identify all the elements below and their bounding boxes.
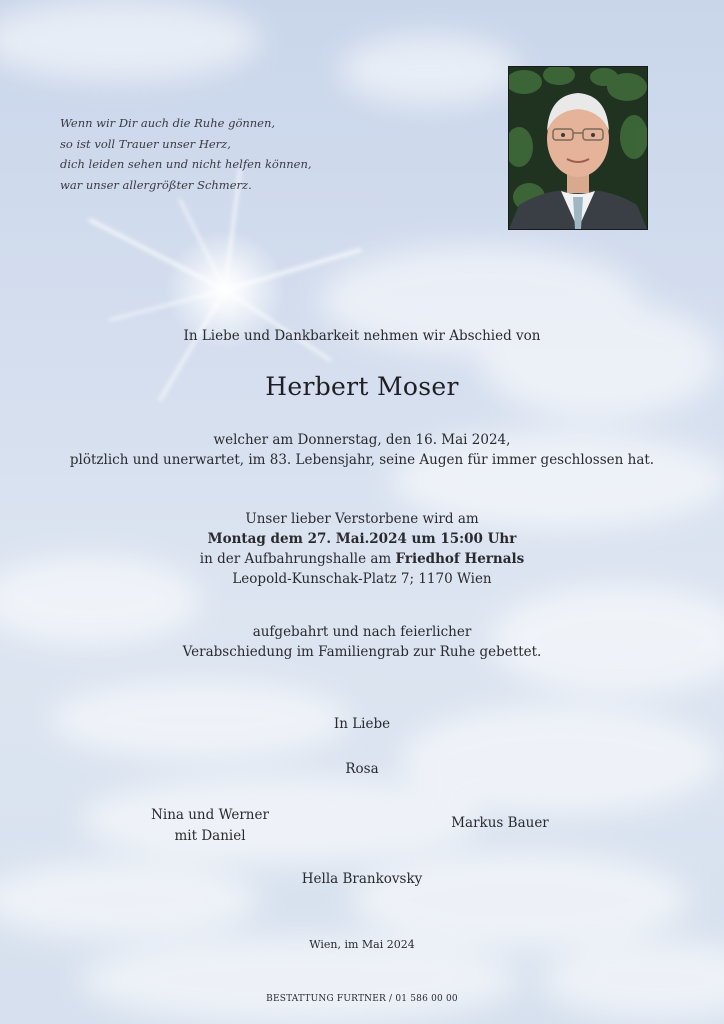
mourner-name: mit Daniel <box>174 828 246 844</box>
farewell-intro: In Liebe und Dankbarkeit nehmen wir Abschied von <box>183 328 541 344</box>
mourner-name: Hella Brankovsky <box>301 871 423 887</box>
funeral-home-footer: BESTATTUNG FURTNER / 01 586 00 00 <box>266 994 458 1004</box>
poem-line: Wenn wir Dir auch die Ruhe gönnen, <box>60 116 276 130</box>
funeral-hall-text: in der Aufbahrungshalle am <box>199 551 396 567</box>
mourners-intro: In Liebe <box>333 716 391 732</box>
burial-line: aufgebahrt und nach feierlicher <box>252 624 472 640</box>
cemetery-name: Friedhof Hernals <box>395 551 525 567</box>
funeral-date-time: Montag dem 27. Mai.2024 um 15:00 Uhr <box>207 531 517 547</box>
deceased-name: Herbert Moser <box>265 372 459 401</box>
mourner-group <box>130 805 290 847</box>
mourner-name: Markus Bauer <box>451 815 549 831</box>
burial-line: Verabschiedung im Familiengrab zur Ruhe gebettet. <box>182 644 542 660</box>
funeral-address: Leopold-Kunschak-Platz 7; 1170 Wien <box>232 571 492 587</box>
poem-line: dich leiden sehen und nicht helfen können, <box>60 157 312 171</box>
funeral-location-line <box>0 551 724 567</box>
poem-line: war unser allergrößter Schmerz. <box>60 177 252 192</box>
portrait-photo <box>508 66 648 230</box>
poem-line: so ist voll Trauer unser Herz, <box>60 136 231 151</box>
death-date-line: welcher am Donnerstag, den 16. Mai 2024, <box>213 432 511 448</box>
death-description-line: plötzlich und unerwartet, im 83. Lebensjahr, seine Augen für immer geschlossen hat. <box>69 452 655 468</box>
mourner-name: Nina und Werner <box>151 807 269 823</box>
funeral-intro-line: Unser lieber Verstorbene wird am <box>245 511 479 527</box>
poem <box>60 113 360 195</box>
place-date: Wien, im Mai 2024 <box>309 938 415 951</box>
mourner-name: Rosa <box>345 761 379 777</box>
